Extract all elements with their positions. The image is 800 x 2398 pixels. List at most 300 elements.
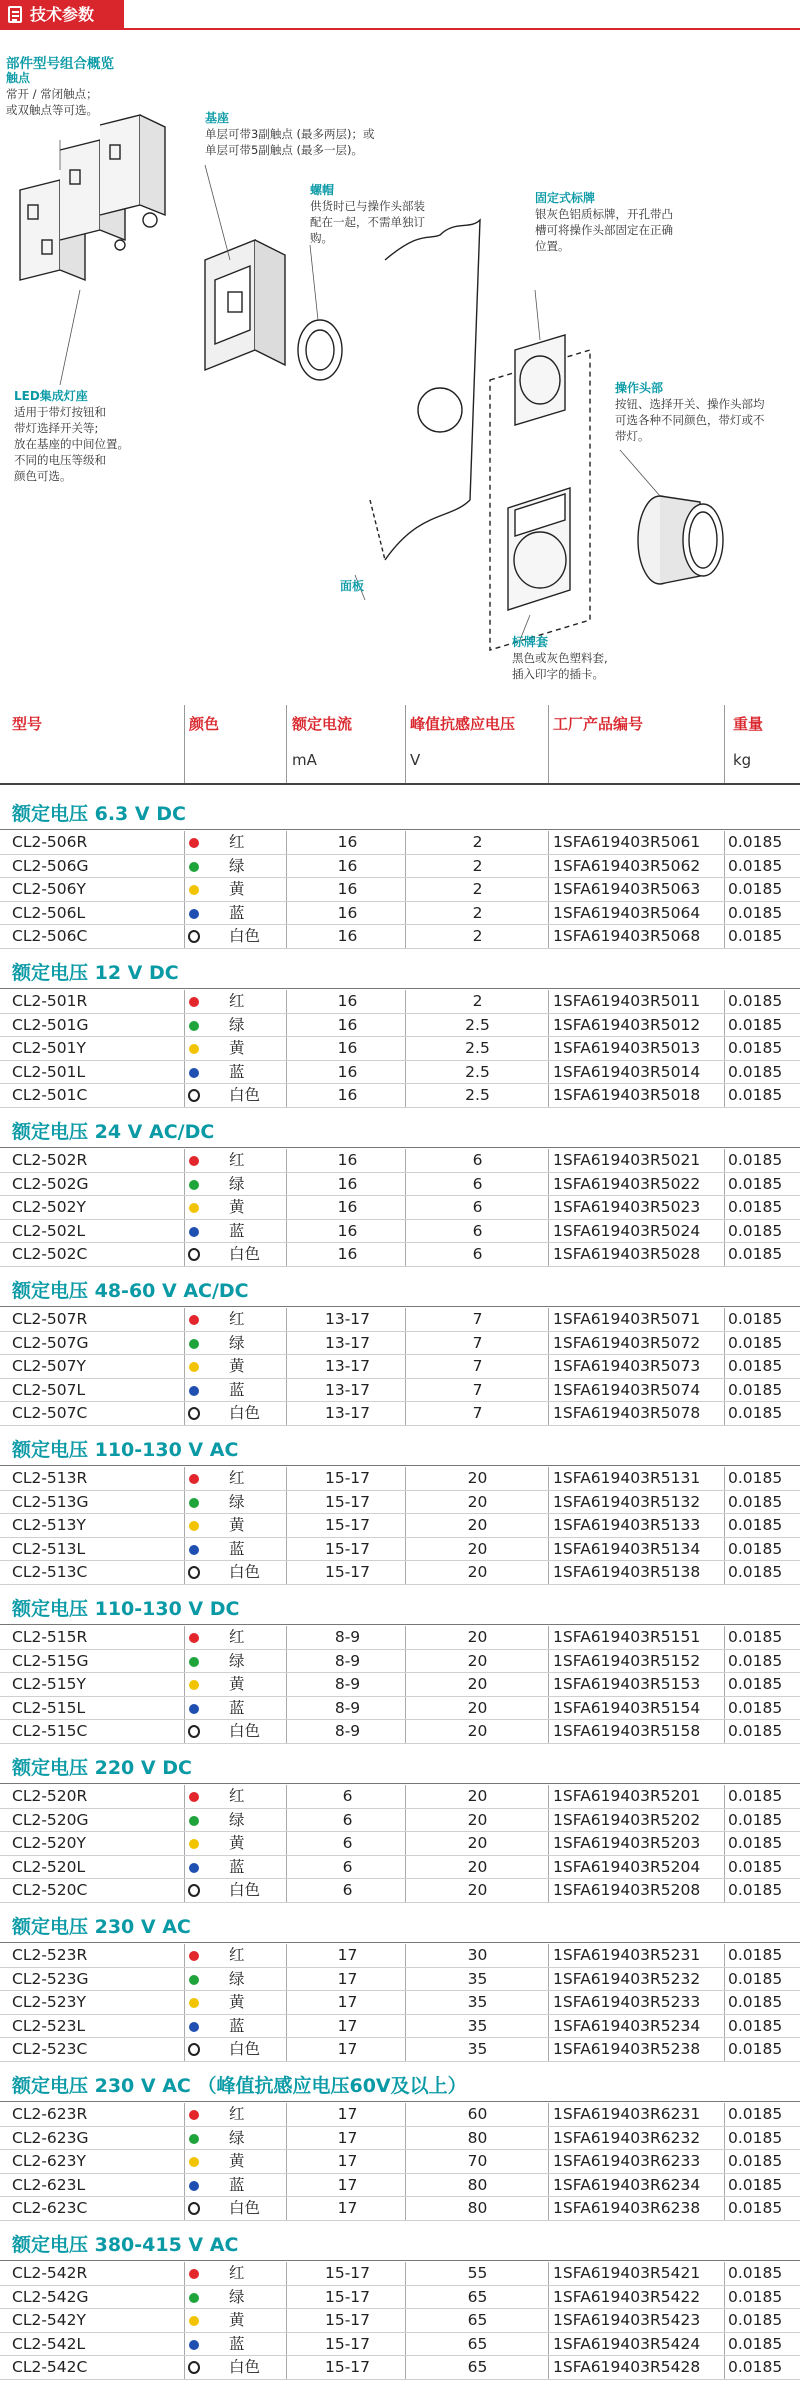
column-divider [286,2103,287,2127]
weight-cell: 0.0185 [728,2287,783,2306]
group-rule [0,829,800,830]
model-cell: CL2-515Y [12,1675,86,1694]
column-divider [724,2356,725,2380]
column-divider [548,878,549,902]
column-divider [405,2356,406,2380]
current-cell: 15-17 [324,2311,371,2330]
voltage-cell: 7 [472,1333,483,1352]
table-row [0,1879,800,1903]
column-divider [405,1879,406,1903]
color-cell: 白色 [229,1086,261,1105]
color-cell: 白色 [229,1245,261,1264]
voltage-cell: 7 [472,1380,483,1399]
weight-cell: 0.0185 [728,1469,783,1487]
model-cell: CL2-520L [12,1857,86,1876]
voltage-cell: 80 [467,2128,488,2147]
weight-cell: 0.0185 [728,1628,783,1646]
column-divider [405,1968,406,1992]
column-divider [184,1697,185,1721]
contact-blocks-drawing [20,115,165,280]
current-cell: 16 [337,1086,358,1105]
weight-cell: 0.0185 [728,2199,783,2218]
current-cell: 16 [337,1062,358,1081]
column-divider [548,2197,549,2221]
group-rule [0,1624,800,1625]
color-dot-icon [189,1386,199,1396]
model-cell: CL2-520G [12,1810,89,1829]
column-divider [184,1355,185,1379]
product-code-cell: 1SFA619403R5154 [553,1698,701,1717]
color-dot-icon [189,1816,199,1826]
model-cell: CL2-523R [12,1946,88,1964]
voltage-cell: 20 [467,1492,488,1511]
voltage-cell: 20 [467,1810,488,1829]
column-divider [286,1379,287,1403]
voltage-cell: 35 [467,1993,488,2012]
column-divider [405,1991,406,2015]
column-divider [405,2262,406,2286]
color-cell: 黄 [229,1357,245,1376]
column-divider [724,1991,725,2015]
table-row [0,1785,800,1809]
column-divider [548,1467,549,1491]
color-cell: 蓝 [229,903,245,922]
model-cell: CL2-542Y [12,2311,86,2330]
column-divider [286,1785,287,1809]
column-divider [286,2262,287,2286]
white-ring-icon [188,2361,200,2374]
column-divider [184,1785,185,1809]
column-divider [724,1308,725,1332]
voltage-group [0,2224,800,2383]
voltage-cell: 80 [467,2199,488,2218]
table-row [0,1720,800,1744]
color-cell: 黄 [229,880,245,899]
column-divider [405,2150,406,2174]
product-code-cell: 1SFA619403R5421 [553,2264,701,2282]
weight-cell: 0.0185 [728,927,783,946]
column-divider [184,855,185,879]
column-divider [548,2333,549,2357]
weight-cell: 0.0185 [728,1310,783,1328]
header-weight: 重量 [733,715,764,733]
color-cell: 绿 [229,2287,245,2306]
column-divider [184,1402,185,1426]
column-divider [724,1037,725,1061]
row-rule [0,2379,800,2380]
column-divider [184,1379,185,1403]
current-cell: 17 [337,2016,358,2035]
label-led [14,388,184,484]
label-base [205,110,435,158]
table-row [0,1626,800,1650]
table-row [0,2015,800,2039]
column-divider [548,1149,549,1173]
model-cell: CL2-623C [12,2199,88,2218]
operator-head-drawing [638,496,723,584]
column-divider [405,1308,406,1332]
model-cell: CL2-506Y [12,880,86,899]
product-code-cell: 1SFA619403R5152 [553,1651,701,1670]
column-divider [286,2174,287,2198]
voltage-cell: 20 [467,1469,488,1487]
model-cell: CL2-502L [12,1221,86,1240]
column-divider [548,1173,549,1197]
current-cell: 15-17 [324,2334,371,2353]
weight-cell: 0.0185 [728,1062,783,1081]
table-row [0,2103,800,2127]
current-cell: 16 [337,880,358,899]
model-cell: CL2-542R [12,2264,88,2282]
column-divider [286,2333,287,2357]
model-cell: CL2-542L [12,2334,86,2353]
row-rule [0,2061,800,2062]
column-divider [184,902,185,926]
column-divider [184,1879,185,1903]
column-divider [286,1196,287,1220]
column-divider [405,1355,406,1379]
product-code-cell: 1SFA619403R6232 [553,2128,701,2147]
current-cell: 16 [337,1174,358,1193]
unit-weight: kg [733,751,752,769]
column-divider [405,1220,406,1244]
group-rule [0,1306,800,1307]
voltage-cell: 20 [467,1834,488,1853]
current-cell: 16 [337,1015,358,1034]
weight-cell: 0.0185 [728,2358,783,2377]
column-divider [724,1243,725,1267]
color-cell: 红 [229,1469,245,1487]
column-divider [724,2197,725,2221]
label-legend-holder-text: 黑色或灰色塑料套, 插入印字的插卡。 [512,651,608,681]
current-cell: 8-9 [334,1675,361,1694]
column-divider [405,1538,406,1562]
voltage-group [0,1111,800,1270]
color-cell: 黄 [229,2311,245,2330]
legend-holder-drawing [508,488,570,610]
weight-cell: 0.0185 [728,903,783,922]
model-cell: CL2-623G [12,2128,89,2147]
group-rule [0,1465,800,1466]
color-cell: 蓝 [229,1380,245,1399]
model-cell: CL2-623R [12,2105,88,2123]
column-divider [405,1084,406,1108]
group-rule [0,2101,800,2102]
column-divider [724,2309,725,2333]
column-divider [724,1720,725,1744]
unit-voltage: V [410,751,421,769]
column-divider [184,1196,185,1220]
voltage-cell: 20 [467,1698,488,1717]
voltage-cell: 70 [467,2152,488,2171]
current-cell: 17 [337,1969,358,1988]
group-title: 额定电压 110-130 V DC [12,1598,240,1620]
column-divider [405,2174,406,2198]
color-dot-icon [189,1156,199,1166]
column-divider [405,2309,406,2333]
product-code-cell: 1SFA619403R5028 [553,1245,701,1264]
table-row [0,990,800,1014]
white-ring-icon [188,1725,200,1738]
column-divider [548,1308,549,1332]
column-divider [724,1332,725,1356]
column-divider [548,1720,549,1744]
column-divider [286,2038,287,2062]
weight-cell: 0.0185 [728,1787,783,1805]
column-divider [286,1332,287,1356]
color-dot-icon [189,1975,199,1985]
column-divider [724,1173,725,1197]
group-rows [0,831,800,949]
column-divider [286,925,287,949]
color-dot-icon [189,2110,199,2120]
base-drawing [205,240,285,370]
current-cell: 17 [337,2152,358,2171]
weight-cell: 0.0185 [728,2334,783,2353]
color-dot-icon [189,838,199,848]
voltage-group [0,1906,800,2065]
label-nut-title: 螺帽 [310,183,335,197]
label-contact-title: 触点 [6,71,31,85]
column-divider [286,1037,287,1061]
column-divider [724,1832,725,1856]
column-divider [286,1014,287,1038]
column-divider [184,2015,185,2039]
product-code-cell: 1SFA619403R6233 [553,2152,701,2171]
voltage-cell: 20 [467,1651,488,1670]
current-cell: 15-17 [324,2264,371,2282]
color-dot-icon [189,885,199,895]
column-divider [286,1809,287,1833]
table-row [0,1014,800,1038]
column-divider [405,1243,406,1267]
column-divider [184,831,185,855]
white-ring-icon [188,1248,200,1261]
column-divider [184,2103,185,2127]
voltage-cell: 20 [467,1563,488,1582]
column-divider [184,1243,185,1267]
model-cell: CL2-515L [12,1698,86,1717]
label-base-title: 基座 [205,111,230,125]
color-cell: 白色 [229,1722,261,1741]
column-divider [405,1809,406,1833]
color-cell: 红 [229,2105,245,2123]
column-divider [184,1832,185,1856]
document-icon [8,6,22,23]
color-dot-icon [189,1044,199,1054]
table-row [0,2333,800,2357]
header-divider [184,705,185,783]
column-divider [724,2262,725,2286]
product-code-cell: 1SFA619403R5068 [553,927,701,946]
table-row [0,831,800,855]
column-divider [286,2015,287,2039]
current-cell: 15-17 [324,1563,371,1582]
column-divider [286,855,287,879]
weight-cell: 0.0185 [728,2152,783,2171]
column-divider [184,878,185,902]
color-cell: 黄 [229,1198,245,1217]
column-divider [548,1538,549,1562]
color-dot-icon [189,1362,199,1372]
column-divider [286,1491,287,1515]
color-dot-icon [189,1474,199,1484]
column-divider [405,1014,406,1038]
column-divider [724,2015,725,2039]
column-divider [184,2356,185,2380]
table-row [0,902,800,926]
current-cell: 17 [337,2128,358,2147]
model-cell: CL2-515G [12,1651,89,1670]
column-divider [184,2309,185,2333]
current-cell: 17 [337,2105,358,2123]
column-divider [405,1626,406,1650]
header-current: 额定电流 [292,715,353,733]
current-cell: 16 [337,927,358,946]
column-divider [724,1149,725,1173]
table-row [0,1061,800,1085]
group-rule [0,2260,800,2261]
color-cell: 白色 [229,1563,261,1582]
table-row [0,1673,800,1697]
table-row [0,2309,800,2333]
model-cell: CL2-623Y [12,2152,86,2171]
voltage-group [0,1270,800,1429]
weight-cell: 0.0185 [728,1151,783,1169]
voltage-cell: 7 [472,1357,483,1376]
column-divider [184,1514,185,1538]
column-divider [286,1538,287,1562]
column-divider [548,1084,549,1108]
label-fixed-plate-title: 固定式标牌 [535,191,596,205]
column-divider [724,1626,725,1650]
table-row [0,1650,800,1674]
current-cell: 16 [337,1151,358,1169]
group-title: 额定电压 24 V AC/DC [12,1121,215,1143]
group-title: 额定电压 12 V DC [12,962,179,984]
color-cell: 绿 [229,1015,245,1034]
current-cell: 15-17 [324,1469,371,1487]
table-row [0,2174,800,2198]
column-divider [286,990,287,1014]
voltage-cell: 2 [472,856,483,875]
column-divider [184,925,185,949]
column-divider [724,925,725,949]
weight-cell: 0.0185 [728,1086,783,1105]
group-rule [0,988,800,989]
column-divider [548,1673,549,1697]
column-divider [548,1856,549,1880]
fixed-plate-drawing [515,335,565,425]
color-dot-icon [189,2316,199,2326]
group-rows [0,1785,800,1903]
column-divider [548,1809,549,1833]
column-divider [405,1944,406,1968]
voltage-cell: 6 [472,1245,483,1264]
column-divider [724,1968,725,1992]
color-dot-icon [189,1545,199,1555]
color-cell: 黄 [229,1993,245,2012]
column-divider [548,1379,549,1403]
table-row [0,1220,800,1244]
column-divider [548,2150,549,2174]
table-row [0,1538,800,1562]
group-rows [0,1626,800,1744]
table-row [0,1037,800,1061]
product-code-cell: 1SFA619403R5233 [553,1993,701,2012]
table-row [0,1968,800,1992]
voltage-cell: 20 [467,1722,488,1741]
color-cell: 红 [229,2264,245,2282]
model-cell: CL2-542G [12,2287,89,2306]
column-divider [548,2309,549,2333]
product-code-cell: 1SFA619403R5151 [553,1628,701,1646]
weight-cell: 0.0185 [728,2016,783,2035]
table-row [0,925,800,949]
weight-cell: 0.0185 [728,1722,783,1741]
product-code-cell: 1SFA619403R6238 [553,2199,701,2218]
column-divider [724,855,725,879]
white-ring-icon [188,1407,200,1420]
model-cell: CL2-523G [12,1969,89,1988]
product-code-cell: 1SFA619403R5013 [553,1039,701,1058]
column-divider [405,925,406,949]
table-row [0,1243,800,1267]
header-voltage: 峰值抗感应电压 [410,715,516,733]
column-divider [405,1650,406,1674]
column-divider [184,1220,185,1244]
color-cell: 白色 [229,2199,261,2218]
product-code-cell: 1SFA619403R5073 [553,1357,701,1376]
column-divider [548,925,549,949]
column-divider [724,831,725,855]
product-code-cell: 1SFA619403R6234 [553,2175,701,2194]
voltage-cell: 65 [467,2334,488,2353]
current-cell: 16 [337,1245,358,1264]
model-cell: CL2-542C [12,2358,88,2377]
column-divider [184,1626,185,1650]
table-row [0,1149,800,1173]
column-divider [286,1968,287,1992]
product-code-cell: 1SFA619403R5078 [553,1404,701,1423]
column-divider [286,1561,287,1585]
table-row [0,1856,800,1880]
color-dot-icon [189,1951,199,1961]
column-divider [405,1561,406,1585]
weight-cell: 0.0185 [728,1174,783,1193]
color-cell: 绿 [229,1333,245,1352]
table-row [0,855,800,879]
weight-cell: 0.0185 [728,1539,783,1558]
weight-cell: 0.0185 [728,2175,783,2194]
column-divider [286,1243,287,1267]
voltage-group [0,1429,800,1588]
current-cell: 13-17 [324,1310,371,1328]
table-row [0,1308,800,1332]
product-code-cell: 1SFA619403R5014 [553,1062,701,1081]
color-cell: 白色 [229,2358,261,2377]
column-divider [286,1832,287,1856]
color-cell: 蓝 [229,1062,245,1081]
column-divider [286,902,287,926]
weight-cell: 0.0185 [728,2105,783,2123]
product-code-cell: 1SFA619403R5232 [553,1969,701,1988]
voltage-cell: 60 [467,2105,488,2123]
column-divider [548,1650,549,1674]
header-rule [0,783,800,785]
product-code-cell: 1SFA619403R5131 [553,1469,701,1487]
current-cell: 15-17 [324,2287,371,2306]
